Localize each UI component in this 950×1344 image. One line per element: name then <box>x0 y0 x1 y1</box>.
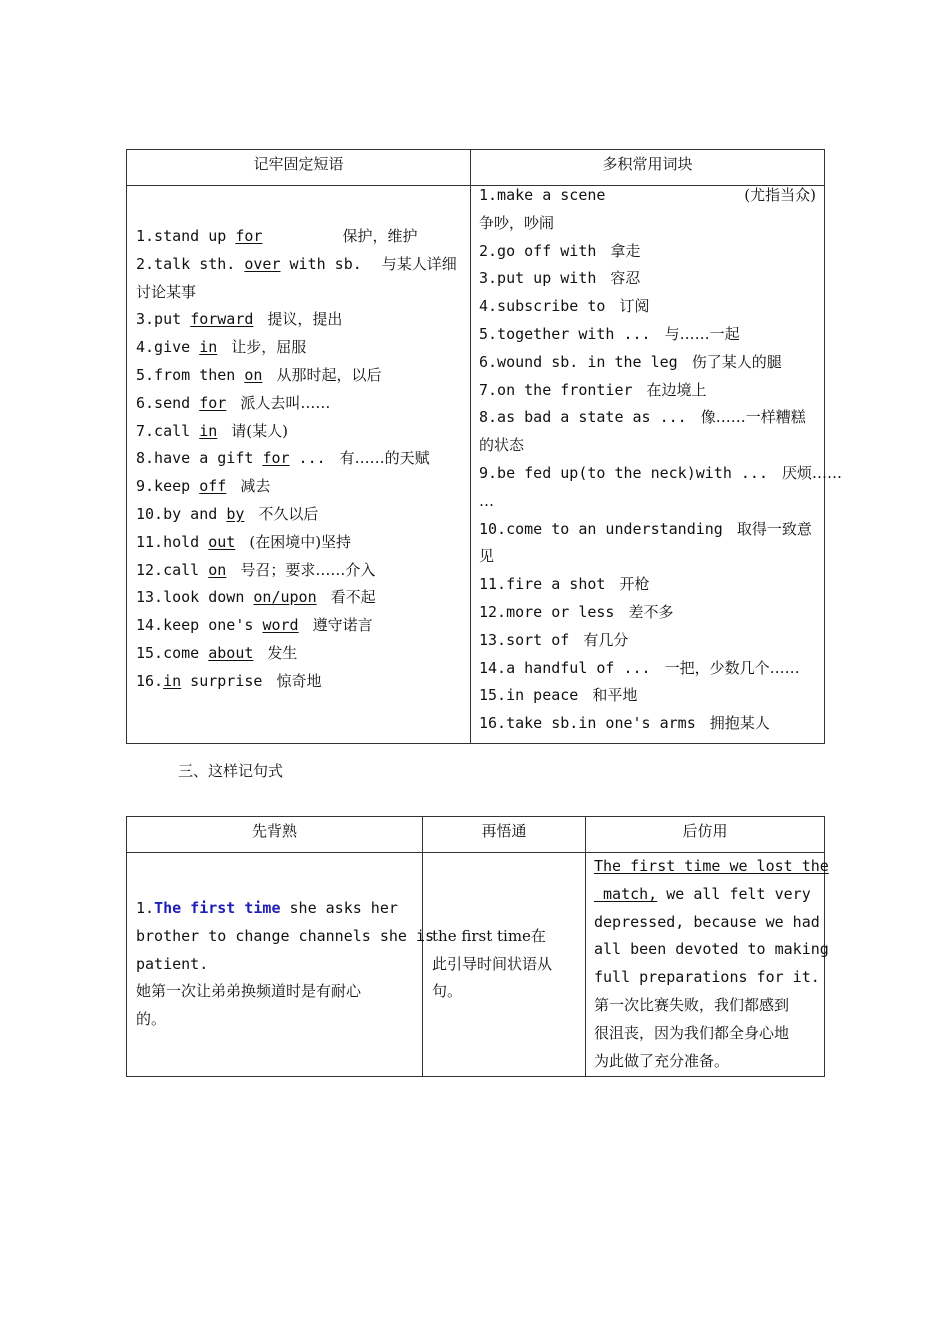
phrase-text: ... <box>289 449 326 468</box>
phrase-text: with sb. <box>280 254 362 273</box>
answer-underline: The first time we lost the <box>594 857 829 875</box>
phrase-meaning: 与某人详细 <box>381 254 457 273</box>
header-understand: 再悟通 <box>423 817 586 853</box>
chunk-english: 2.go off with <box>479 241 597 260</box>
sentence-pattern-table <box>126 816 829 1077</box>
chunk-meaning: 差不多 <box>628 602 674 621</box>
answer-underline: on/upon <box>253 588 317 607</box>
phrase-english <box>136 366 262 384</box>
phrase-text: 6.send <box>136 393 200 412</box>
example-line: brother to change channels she is <box>136 926 435 945</box>
phrase-meaning: 号召；要求……介入 <box>240 560 376 579</box>
phrase-meaning: 提议，提出 <box>267 310 343 329</box>
chunk-item <box>479 349 816 377</box>
answer-underline: for <box>235 227 263 245</box>
phrase-item <box>136 640 470 668</box>
imitation-translation: 很沮丧，因为我们都全身心地 <box>594 1023 790 1042</box>
chunk-meaning: 一把，少数几个…… <box>664 658 800 677</box>
memorize-cell <box>127 853 435 1077</box>
imitation-line <box>594 853 829 881</box>
answer-underline: on <box>244 365 263 384</box>
chunk-item <box>479 682 816 710</box>
phrase-text: 16. <box>136 671 164 690</box>
phrase-item <box>136 334 470 362</box>
phrases-cell <box>127 186 471 744</box>
phrase-english <box>136 227 262 245</box>
phrase-text: 1.stand up <box>136 227 236 245</box>
chunk-english: 1.make a scene <box>479 186 606 204</box>
phrase-item <box>136 668 470 696</box>
phrase-english <box>136 310 253 328</box>
understand-cell <box>423 853 586 1077</box>
chunk-item <box>479 404 816 432</box>
phrase-list <box>127 186 470 696</box>
answer-underline: by <box>226 504 245 523</box>
phrase-english <box>136 561 226 579</box>
answer-underline: about <box>208 643 254 662</box>
phrase-item <box>136 362 470 390</box>
chunk-english: 3.put up with <box>479 269 597 288</box>
phrase-english <box>136 255 362 273</box>
chunk-english: 5.together with ... <box>479 324 651 343</box>
imitation-line: depressed, because we had <box>594 912 820 931</box>
answer-underline: in <box>163 671 182 690</box>
chunk-continuation: 见 <box>479 547 495 566</box>
chunk-meaning: 拿走 <box>610 241 641 260</box>
answer-underline: on <box>208 560 227 579</box>
phrase-text: 15.come <box>136 643 209 662</box>
phrase-english <box>136 505 244 523</box>
phrase-text: 14.keep one's <box>136 616 263 635</box>
example-line: patient. <box>136 954 209 973</box>
chunk-english: 11.fire a shot <box>479 575 606 594</box>
table-header-row <box>127 150 825 186</box>
imitation-line <box>594 881 816 909</box>
phrase-english <box>136 533 235 551</box>
example-translation: 她第一次让弟弟换频道时是有耐心 <box>136 982 362 1001</box>
chunk-item <box>479 710 816 738</box>
chunk-english: 14.a handful of ... <box>479 658 651 677</box>
imitate-cell <box>586 853 829 1077</box>
header-memorize: 先背熟 <box>127 817 423 853</box>
answer-underline: for <box>199 393 227 412</box>
chunk-item <box>479 460 842 488</box>
chunk-meaning: 拥抱某人 <box>709 714 770 733</box>
answer-underline: out <box>208 532 236 551</box>
phrase-item <box>136 501 470 529</box>
chunk-item <box>479 265 816 293</box>
answer-underline: for <box>262 449 290 468</box>
chunk-item <box>479 488 816 516</box>
answer-underline: in <box>199 338 218 357</box>
example-sentence <box>127 895 435 1034</box>
phrase-meaning: 保护，维护 <box>342 227 418 245</box>
header-fixed-phrases: 记牢固定短语 <box>127 150 471 186</box>
chunk-item <box>479 543 816 571</box>
answer-underline: in <box>199 421 218 440</box>
phrase-meaning: 不久以后 <box>258 504 319 523</box>
phrase-meaning: 惊奇地 <box>276 671 322 690</box>
chunk-item <box>479 377 816 405</box>
chunk-continuation: … <box>479 491 494 510</box>
phrase-item <box>136 557 470 585</box>
phrase-meaning: 减去 <box>240 477 271 496</box>
chunk-item <box>479 321 816 349</box>
phrase-item <box>136 418 470 446</box>
phrase-english <box>136 644 253 662</box>
phrase-item <box>136 390 470 418</box>
chunk-meaning: 伤了某人的腿 <box>691 352 782 371</box>
imitation-line: all been devoted to making <box>594 940 829 959</box>
imitation-translation: 第一次比赛失败，我们都感到 <box>594 995 790 1014</box>
example-translation: 的。 <box>136 1010 167 1029</box>
table-body-row <box>127 186 825 744</box>
chunk-meaning: 订阅 <box>619 297 650 316</box>
header-imitate: 后仿用 <box>586 817 825 853</box>
phrase-english <box>136 616 299 634</box>
phrase-meaning: 派人去叫…… <box>240 393 331 412</box>
imitation-line: full preparations for it. <box>594 968 820 987</box>
phrase-item <box>136 529 470 557</box>
chunk-meaning: 厌烦…… <box>781 463 842 482</box>
chunk-meaning: 像……一样糟糕 <box>700 408 806 427</box>
phrase-item <box>136 473 470 501</box>
phrase-meaning: 有……的天赋 <box>339 449 430 468</box>
table-body-row <box>127 853 825 1077</box>
imitation-translation: 为此做了充分准备。 <box>594 1051 730 1070</box>
chunk-continuation: 争吵，吵闹 <box>479 213 555 232</box>
phrase-meaning: 发生 <box>267 643 298 662</box>
chunk-item <box>479 516 816 544</box>
answer-underline: forward <box>190 310 254 329</box>
phrase-text: 4.give <box>136 338 200 357</box>
phrase-text: 8.have a gift <box>136 449 263 468</box>
phrase-meaning: 让步，屈服 <box>231 338 307 357</box>
answer-underline: word <box>262 616 299 635</box>
phrase-meaning: 从那时起，以后 <box>276 365 382 384</box>
explanation-line: 此引导时间状语从 <box>432 954 553 973</box>
phrase-english <box>136 422 217 440</box>
phrase-english <box>136 672 262 690</box>
phrase-english <box>136 394 226 412</box>
chunk-english: 9.be fed up(to the neck)with ... <box>479 463 768 482</box>
phrase-text: 12.call <box>136 560 209 579</box>
chunk-english: 8.as bad a state as ... <box>479 408 687 427</box>
chunk-english: 10.come to an understanding <box>479 519 723 538</box>
example-number: 1. <box>136 899 155 917</box>
chunk-item <box>479 571 816 599</box>
chunk-meaning: 取得一致意 <box>736 519 812 538</box>
chunk-english: 4.subscribe to <box>479 297 606 316</box>
chunk-item <box>479 627 816 655</box>
chunk-meaning: 与……一起 <box>664 324 740 343</box>
phrase-item <box>136 279 470 307</box>
phrase-meaning: (在困境中)坚持 <box>249 532 352 551</box>
chunk-english: 7.on the frontier <box>479 380 633 399</box>
phrase-meaning: 看不起 <box>330 588 376 607</box>
highlight-phrase: The first time <box>154 899 281 917</box>
chunk-english: 15.in peace <box>479 686 579 705</box>
phrase-text: 10.by and <box>136 504 227 523</box>
chunk-meaning: (尤指当众) <box>744 186 816 204</box>
phrase-continuation: 讨论某事 <box>136 282 197 301</box>
phrase-text: 11.hold <box>136 532 209 551</box>
phrase-text: 7.call <box>136 421 200 440</box>
chunk-item <box>479 182 816 210</box>
phrase-item <box>136 612 470 640</box>
phrase-item <box>136 223 470 251</box>
phrase-english <box>136 588 317 606</box>
chunk-english: 6.wound sb. in the leg <box>479 352 678 371</box>
phrase-english <box>136 477 226 495</box>
fixed-phrases-table <box>126 149 842 744</box>
phrase-item <box>136 584 470 612</box>
phrase-meaning: 遵守诺言 <box>312 616 373 635</box>
chunk-item <box>479 432 816 460</box>
chunk-continuation: 的状态 <box>479 436 525 455</box>
header-common-chunks: 多积常用词块 <box>471 150 825 186</box>
section-title: 三、这样记句式 <box>178 762 284 780</box>
phrase-text: 3.put <box>136 310 191 329</box>
phrase-text: 5.from then <box>136 365 245 384</box>
chunks-cell <box>471 186 842 744</box>
chunk-english: 12.more or less <box>479 602 615 621</box>
chunk-item <box>479 599 816 627</box>
phrase-english <box>136 449 326 467</box>
phrase-item <box>136 251 470 279</box>
example-text: she asks her <box>280 899 398 917</box>
phrase-text: 13.look down <box>136 588 254 607</box>
answer-underline: match, <box>594 884 658 903</box>
example-line <box>136 895 413 923</box>
chunk-meaning: 容忍 <box>610 269 641 288</box>
chunk-english: 13.sort of <box>479 630 570 649</box>
chunk-meaning: 和平地 <box>592 686 638 705</box>
imitation-text: we all felt very <box>657 884 811 903</box>
phrase-text: surprise <box>181 671 263 690</box>
chunk-item <box>479 293 816 321</box>
answer-underline: off <box>199 477 227 496</box>
phrase-item <box>136 306 470 334</box>
chunk-list <box>471 182 842 738</box>
chunk-meaning: 有几分 <box>583 630 629 649</box>
phrase-meaning: 请(某人) <box>231 421 288 440</box>
chunk-english: 16.take sb.in one's arms <box>479 714 696 733</box>
chunk-meaning: 开枪 <box>619 575 650 594</box>
chunk-item <box>479 655 816 683</box>
phrase-english <box>136 338 217 356</box>
phrase-text: 2.talk sth. <box>136 254 245 273</box>
imitation-sentence <box>586 853 829 1075</box>
phrase-text: 9.keep <box>136 477 200 496</box>
explanation-line: 句。 <box>432 982 463 1001</box>
explanation-line: the first time在 <box>432 926 546 945</box>
phrase-item <box>136 445 470 473</box>
answer-underline: over <box>244 254 281 273</box>
chunk-item <box>479 238 816 266</box>
chunk-meaning: 在边境上 <box>646 380 707 399</box>
chunk-item <box>479 210 816 238</box>
table-header-row <box>127 817 825 853</box>
explanation <box>423 923 585 1006</box>
